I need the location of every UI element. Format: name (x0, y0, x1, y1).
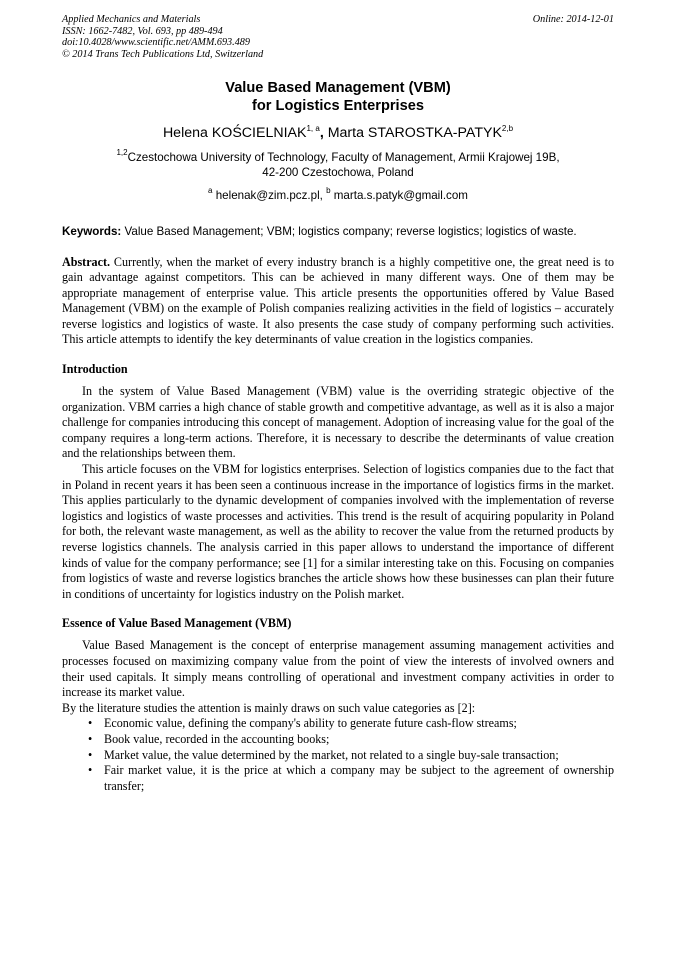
author-affiliation-mark: 1, a (306, 124, 320, 133)
journal-header (62, 14, 614, 60)
journal-copyright: © 2014 Trans Tech Publications Ltd, Switzerland (62, 48, 264, 60)
bullet-marker: • (88, 716, 93, 731)
email-link[interactable]: helenak@zim.pcz.pl, (212, 189, 327, 202)
journal-issn: ISSN: 1662-7482, Vol. 693, pp 489-494 (62, 25, 223, 37)
abstract-label: Abstract. (62, 254, 111, 269)
paragraph: By the literature studies the attention is mainly draws on such value categories as [2]: (62, 700, 476, 715)
section-heading: Introduction (62, 362, 128, 377)
author-list (62, 125, 614, 142)
paper-page (62, 14, 614, 794)
email-mark: b (326, 186, 331, 195)
section-heading: Essence of Value Based Management (VBM) (62, 616, 292, 631)
keywords (62, 225, 614, 240)
paper-title-line-2: for Logistics Enterprises (252, 98, 424, 114)
list-item: • Book value, recorded in the accounting books; (88, 731, 330, 746)
online-date: Online: 2014-12-01 (532, 14, 614, 25)
essence-section (62, 616, 614, 794)
paragraph: Value Based Management is the concept of enterprise management assuming management activities and processes focused on maximizing company value from the point of view the interests of involved owners and their used capitals. It simply means controlling of operational and investment company activities in order to increase its market value. (62, 638, 614, 700)
list-item: • Economic value, defining the company's ability to generate future cash-flow streams; (88, 716, 517, 731)
bullet-marker: • (88, 763, 93, 778)
journal-doi: doi:10.4028/www.scientific.net/AMM.693.489 (62, 37, 250, 48)
introduction-section (62, 362, 614, 602)
list-item: • Market value, the value determined by the market, not related to a single buy-sale transaction; (88, 747, 559, 762)
paragraph: In the system of Value Based Management (VBM) value is the overriding strategic objective of the organization. VBM carries a high chance of stable growth and competitive advantage, as well as it is also a major challenge for companies introducing this concept of management. Adoption of increasing value for the goal of the company requires a long-term actions. Therefore, it is necessary to describe the determinants of value creation and the relationships between them. (62, 384, 614, 461)
paper-title-line-1: Value Based Management (VBM) (225, 80, 451, 96)
email-link[interactable]: marta.s.patyk@gmail.com (330, 189, 468, 202)
author-separator: , (319, 125, 328, 141)
keywords-text: Value Based Management; VBM; logistics company; reverse logistics; logistics of waste. (121, 225, 577, 238)
author-name: Marta STAROSTKA-PATYK (327, 125, 502, 141)
list-item: • Fair market value, it is the price at which a company may be subject to the agreement of ownership transfer; (88, 763, 614, 793)
bullet-marker: • (88, 747, 93, 762)
affiliation-line-2: 42-200 Czestochowa, Poland (262, 166, 414, 179)
paragraph: This article focuses on the VBM for logistics enterprises. Selection of logistics companies due to the fact that in Poland in recent years it has been seen a continuous increase in the importance of logistics firms in the market. This applies particularly to the dynamic development of companies involved with the implementation of reverse logistics and logistics of waste processes and activities. This trend is the result of acquiring popularity in Poland for both, the relevant waste management, as well as the ability to recover the value from the returned products by reverse logistics channels. The analysis carried in this paper allows to understand the importance of different kinds of value for the company performance; see [1] for a similar interesting take on this. Focusing on companies from logistics of waste and reverse logistics branches the article shows how these businesses can plan their future in conditions of uncertainty for logistics industry on the Polish market. (62, 462, 614, 601)
bullet-marker: • (88, 731, 93, 746)
author-affiliation-mark: 2,b (501, 124, 514, 133)
abstract (62, 255, 614, 349)
author-name: Helena KOŚCIELNIAK (162, 125, 307, 141)
journal-name: Applied Mechanics and Materials (62, 14, 201, 25)
affiliation-mark: 1,2 (116, 148, 128, 157)
paper-title (62, 79, 614, 115)
author-emails (62, 188, 614, 203)
affiliation (62, 150, 614, 180)
abstract-text: Currently, when the market of every industry branch is a highly competitive one, the great need is to gain advantage against competitors. This can be achieved in many different ways. One of them may be appropriate management of enterprise value. This article presents the opportunities offered by Value Based Management (VBM) on the example of Polish companies realizing activities in the field of logistics – accurately reverse logistics and logistics of waste. It also presents the case study of company performing such activities. This article attempts to identify the key determinants of value creation in the logistics companies. (62, 254, 614, 347)
affiliation-line-1: $^{1,2}$Czestochowa University of Technology, Faculty of Management, Armii Krajowej 19B, (116, 148, 560, 164)
keywords-label: Keywords: (62, 225, 122, 238)
email-mark: a (208, 186, 213, 195)
value-category-list (62, 716, 614, 794)
